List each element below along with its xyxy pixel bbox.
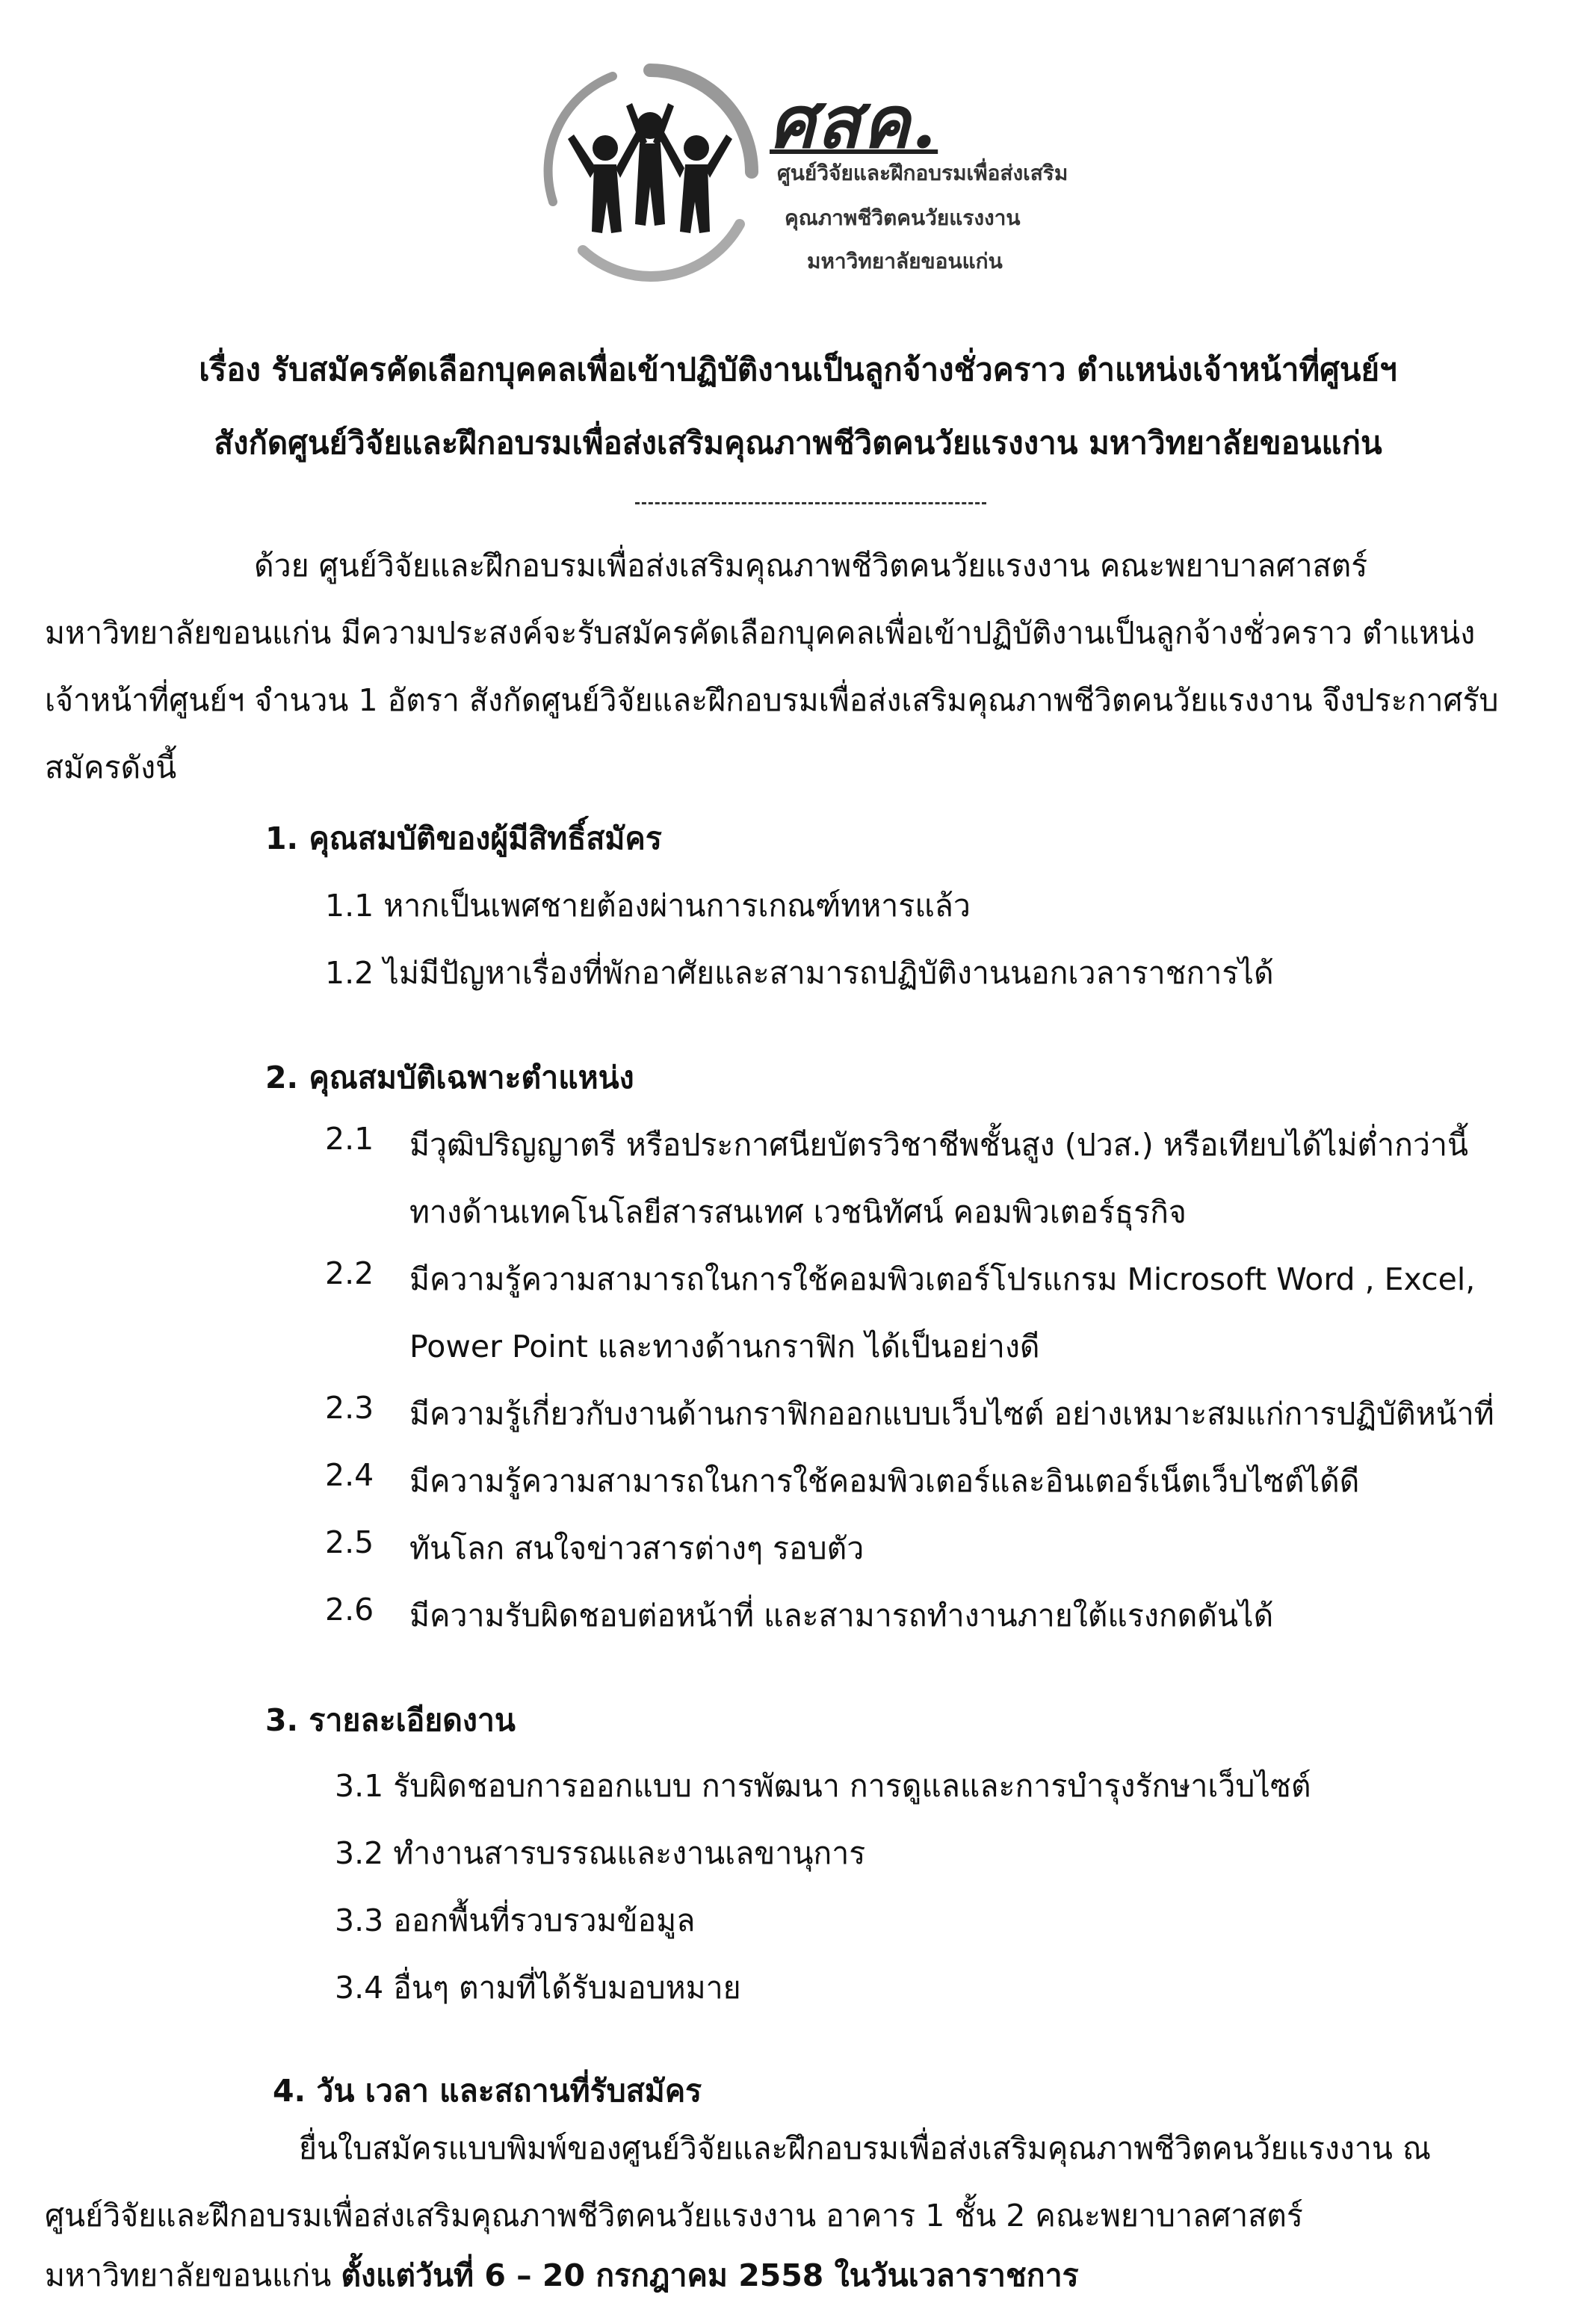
document-title-line-1: เรื่อง รับสมัครคัดเลือกบุคคลเพื่อเข้าปฏิบัติงานเป็นลูกจ้างชั่วคราว ตำแหน่งเจ้าหน้าที่ศูนย์ฯ: [199, 351, 1397, 388]
application-period: ตั้งแต่วันที่ 6 – 20 กรกฎาคม 2558 ในวันเวลาราชการ: [341, 2257, 1079, 2293]
section-2-item-1-text-cont: ทางด้านเทคโนโลยีสารสนเทศ เวชนิทัศน์ คอมพิวเตอร์ธุรกิจ: [409, 1194, 1187, 1230]
section-4-line-3: [45, 2242, 1079, 2309]
section-1-item-1: 1.1 หากเป็นเพศชายต้องผ่านการเกณฑ์ทหารแล้ว: [325, 888, 971, 924]
section-3-item-2: 3.2 ทำงานสารบรรณและงานเลขานุการ: [335, 1835, 866, 1871]
logo-wordmark: ศสค.: [770, 80, 938, 164]
section-2-item-1-number: 2.1: [325, 1121, 374, 1157]
section-2-item-6-number: 2.6: [325, 1592, 374, 1628]
section-2-item-3-number: 2.3: [325, 1390, 374, 1426]
section-3-item-3: 3.3 ออกพื้นที่รวบรวมข้อมูล: [335, 1902, 696, 1938]
logo-line-1: ศูนย์วิจัยและฝึกอบรมเพื่อส่งเสริม: [777, 161, 1068, 185]
intro-line-3: เจ้าหน้าที่ศูนย์ฯ จำนวน 1 อัตรา สังกัดศูนย์วิจัยและฝึกอบรมเพื่อส่งเสริมคุณภาพชีวิตคนวัยแรงงาน จึงประกาศรับ: [45, 682, 1499, 718]
section-4-line-2: ศูนย์วิจัยและฝึกอบรมเพื่อส่งเสริมคุณภาพชีวิตคนวัยแรงงาน อาคาร 1 ชั้น 2 คณะพยาบาลศาสตร์: [45, 2198, 1303, 2234]
section-2-item-1-text: มีวุฒิปริญญาตรี หรือประกาศนียบัตรวิชาชีพชั้นสูง (ปวส.) หรือเทียบได้ไม่ต่ำกว่านี้: [409, 1127, 1469, 1163]
section-4-line-1: ยื่นใบสมัครแบบพิมพ์ของศูนย์วิจัยและฝึกอบรมเพื่อส่งเสริมคุณภาพชีวิตคนวัยแรงงาน ณ: [299, 2130, 1431, 2166]
section-3-heading: 3. รายละเอียดงาน: [265, 1702, 516, 1738]
section-3-item-1: 3.1 รับผิดชอบการออกแบบ การพัฒนา การดูแลและการบำรุงรักษาเว็บไซต์: [335, 1768, 1311, 1804]
people-emblem-icon: [538, 60, 762, 284]
section-3-item-4: 3.4 อื่นๆ ตามที่ได้รับมอบหมาย: [335, 1970, 741, 2006]
logo-line-3: มหาวิทยาลัยขอนแก่น: [807, 249, 1003, 273]
section-1-item-2: 1.2 ไม่มีปัญหาเรื่องที่พักอาศัยและสามารถปฏิบัติงานนอกเวลาราชการได้: [325, 955, 1274, 991]
document-title-line-2: สังกัดศูนย์วิจัยและฝึกอบรมเพื่อส่งเสริมคุณภาพชีวิตคนวัยแรงงาน มหาวิทยาลัยขอนแก่น: [214, 424, 1382, 461]
section-2-item-4-text: มีความรู้ความสามารถในการใช้คอมพิวเตอร์และอินเตอร์เน็ตเว็บไซต์ได้ดี: [409, 1463, 1360, 1499]
intro-line-4: สมัครดังนี้: [45, 749, 177, 785]
section-4-heading: 4. วัน เวลา และสถานที่รับสมัคร: [273, 2073, 702, 2109]
section-2-item-2-text-cont: Power Point และทางด้านกราฟิก ได้เป็นอย่างดี: [409, 1329, 1040, 1364]
section-2-heading: 2. คุณสมบัติเฉพาะตำแหน่ง: [265, 1060, 634, 1095]
title-divider: [635, 502, 986, 504]
section-2-item-2-number: 2.2: [325, 1255, 374, 1291]
section-4-line-3-start: มหาวิทยาลัยขอนแก่น: [45, 2257, 341, 2293]
intro-line-1: ด้วย ศูนย์วิจัยและฝึกอบรมเพื่อส่งเสริมคุณภาพชีวิตคนวัยแรงงาน คณะพยาบาลศาสตร์: [254, 548, 1368, 584]
section-2-item-5-text: ทันโลก สนใจข่าวสารต่างๆ รอบตัว: [409, 1530, 864, 1566]
section-2-item-6-text: มีความรับผิดชอบต่อหน้าที่ และสามารถทำงานภายใต้แรงกดดันได้: [409, 1598, 1274, 1633]
section-2-item-5-number: 2.5: [325, 1524, 374, 1560]
section-1-heading: 1. คุณสมบัติของผู้มีสิทธิ์สมัคร: [265, 820, 662, 856]
section-2-item-3-text: มีความรู้เกี่ยวกับงานด้านกราฟิกออกแบบเว็บไซต์ อย่างเหมาะสมแก่การปฏิบัติหน้าที่: [409, 1396, 1494, 1432]
intro-line-2: มหาวิทยาลัยขอนแก่น มีความประสงค์จะรับสมัครคัดเลือกบุคคลเพื่อเข้าปฏิบัติงานเป็นลูกจ้างชั่วคราว ตำแหน่ง: [45, 615, 1476, 651]
section-2-item-2-text: มีความรู้ความสามารถในการใช้คอมพิวเตอร์โปรแกรม Microsoft Word , Excel,: [409, 1261, 1476, 1297]
logo-line-2: คุณภาพชีวิตคนวัยแรงงาน: [785, 205, 1021, 230]
center-logo: [538, 60, 1106, 284]
section-2-item-4-number: 2.4: [325, 1457, 374, 1493]
